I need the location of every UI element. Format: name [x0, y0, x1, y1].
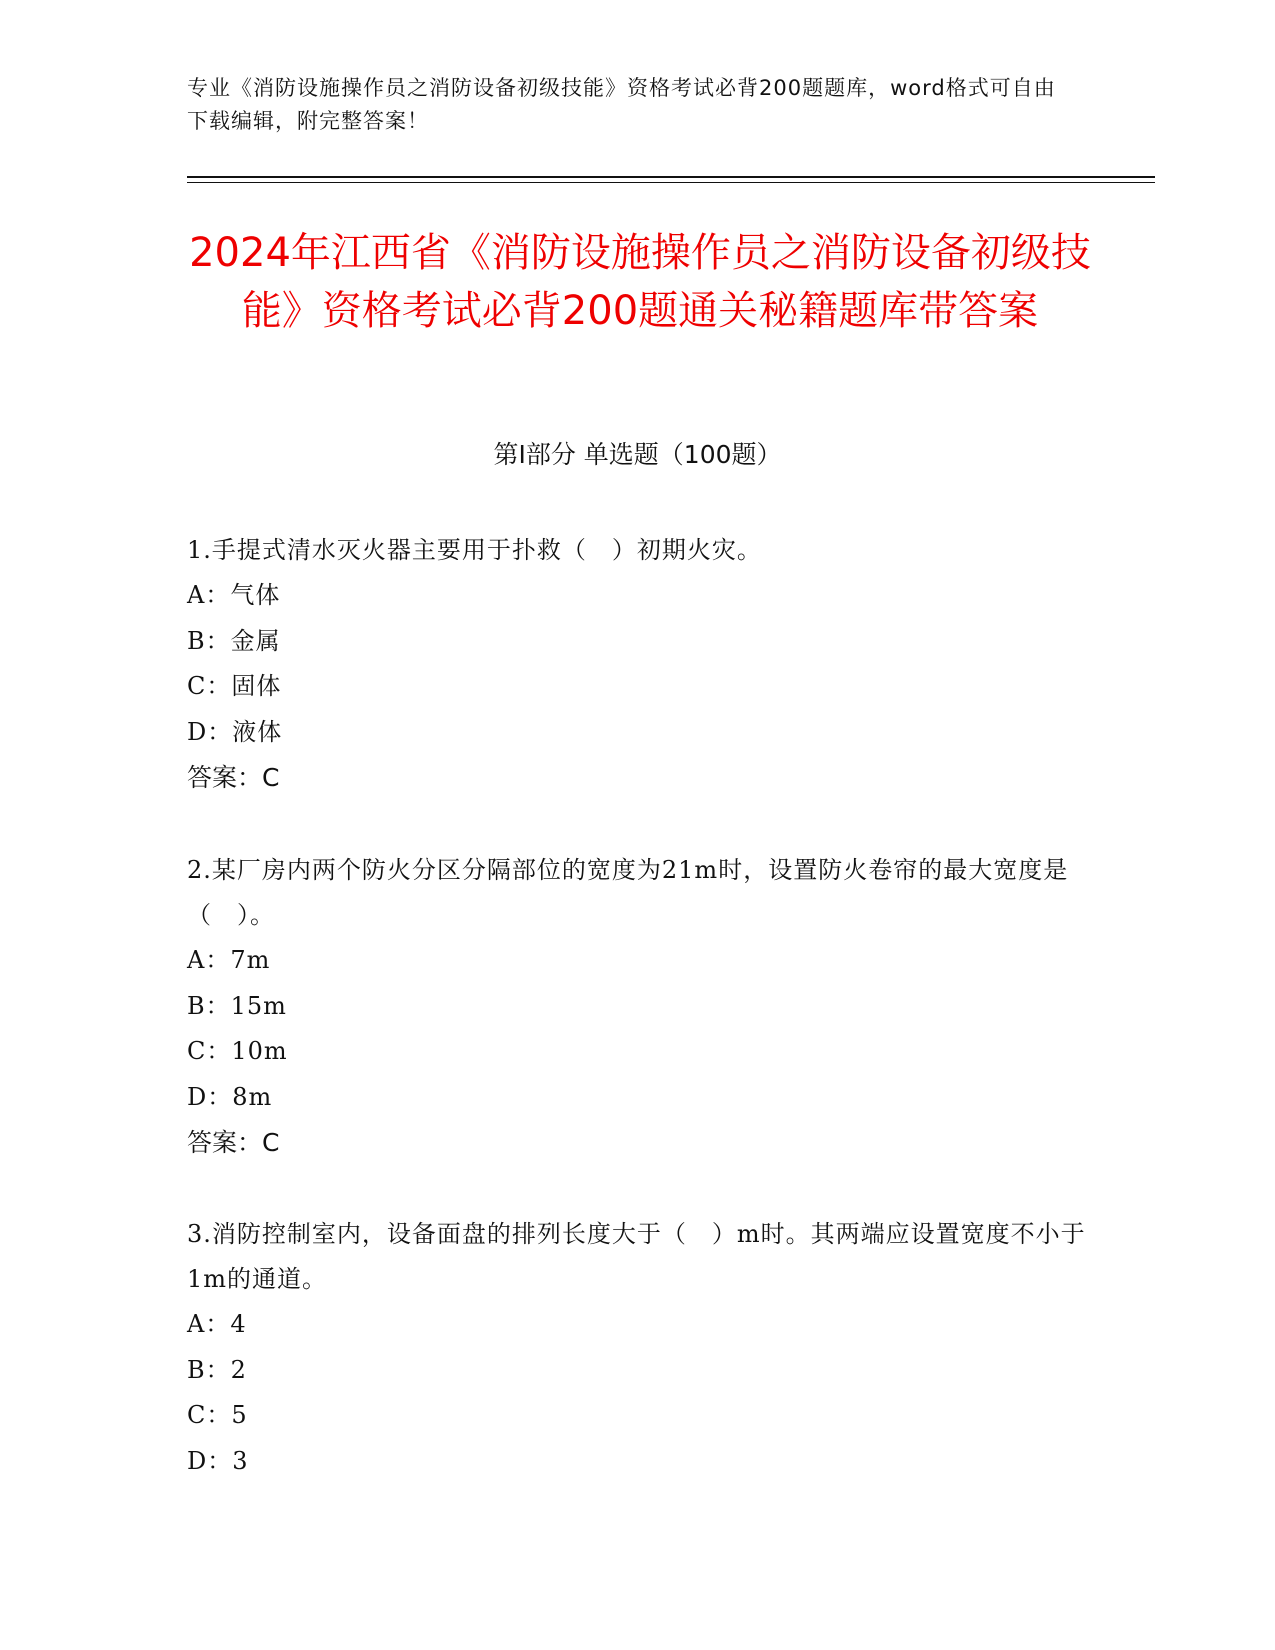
question-stem: 3.消防控制室内，设备面盘的排列长度大于（ ）m时。其两端应设置宽度不小于1m的通道。: [187, 1220, 1086, 1293]
document-title: 2024年江西省《消防设施操作员之消防设备初级技能》资格考试必背200题通关秘籍题库带答案: [189, 230, 1091, 334]
option-c: C：10m: [187, 1037, 288, 1065]
header-rule-thick: [187, 176, 1155, 178]
option-c: C：5: [187, 1401, 248, 1429]
answer-line: 答案：C: [187, 763, 280, 792]
answer-line: 答案：C: [187, 1128, 280, 1157]
option-b: B：金属: [187, 626, 281, 655]
header-rule-thin: [187, 182, 1155, 183]
option-d: D：8m: [187, 1082, 273, 1111]
option-a: A：气体: [187, 581, 281, 609]
option-b: B：15m: [187, 991, 287, 1020]
section-heading: 第Ⅰ部分 单选题（100题）: [493, 440, 782, 469]
question-1: [187, 528, 1087, 800]
header-note: 专业《消防设施操作员之消防设备初级技能》资格考试必背200题题库，word格式可自由下载编辑，附完整答案！: [187, 76, 1056, 133]
option-c: C：固体: [187, 672, 282, 700]
option-d: D：液体: [187, 717, 283, 746]
question-2: [187, 848, 1087, 1165]
question-stem: 1.手提式清水灭火器主要用于扑救（ ）初期火灾。: [187, 536, 762, 564]
option-b: B：2: [187, 1355, 247, 1384]
question-stem: 2.某厂房内两个防火分区分隔部位的宽度为21m时，设置防火卷帘的最大宽度是（ ）。: [187, 856, 1069, 929]
option-d: D：3: [187, 1446, 249, 1475]
option-a: A：7m: [187, 946, 271, 974]
option-a: A：4: [187, 1310, 247, 1338]
question-3: [187, 1212, 1087, 1484]
